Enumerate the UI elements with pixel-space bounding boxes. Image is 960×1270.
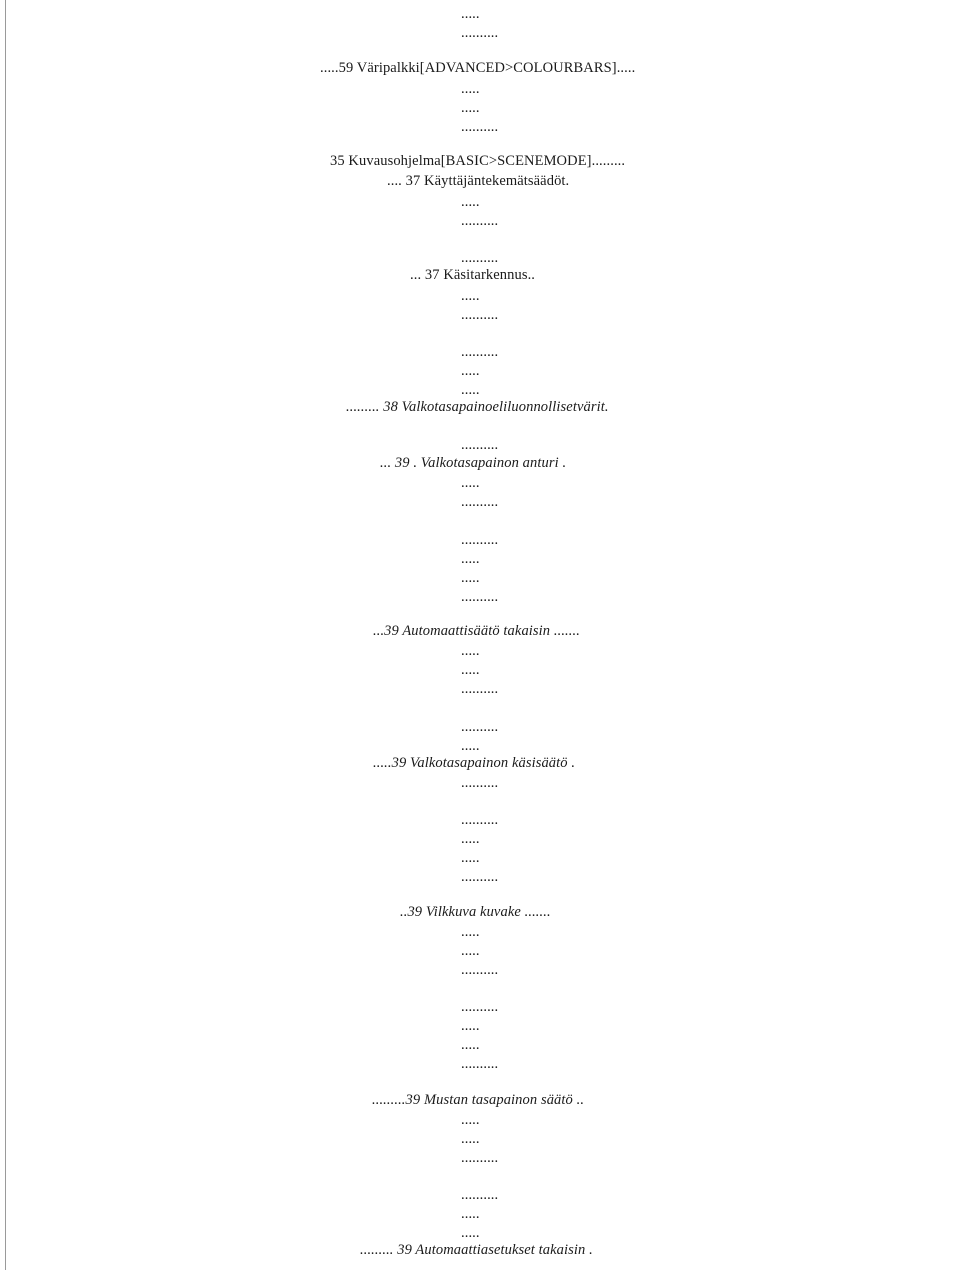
dot-leader: .......... <box>461 681 499 697</box>
dot-leader: ..... <box>461 363 480 379</box>
dot-leader: .......... <box>461 999 499 1015</box>
dot-leader: ..... <box>461 1018 480 1034</box>
toc-entry-kayttajantekemat: .... 37 Käyttäjäntekemätsäädöt. <box>387 173 570 189</box>
dot-leader: ..... <box>461 81 480 97</box>
dot-leader: .......... <box>461 1056 499 1072</box>
dot-leader: .......... <box>461 437 499 453</box>
dot-leader: .......... <box>461 1187 499 1203</box>
dot-leader: .......... <box>461 589 499 605</box>
dot-leader: ..... <box>461 551 480 567</box>
dot-leader: .......... <box>461 962 499 978</box>
dot-leader: ..... <box>461 662 480 678</box>
dot-leader: .......... <box>461 812 499 828</box>
dot-leader: .......... <box>461 719 499 735</box>
dot-leader: ..... <box>461 850 480 866</box>
page-left-border <box>5 0 6 1270</box>
dot-leader: ..... <box>461 194 480 210</box>
dot-leader: .......... <box>461 250 499 266</box>
dot-leader: ..... <box>461 288 480 304</box>
dot-leader: ..... <box>461 475 480 491</box>
dot-leader: ..... <box>461 1225 480 1241</box>
toc-entry-valkotasapainon-kasisaato: .....39 Valkotasapainon käsisäätö . <box>373 755 576 771</box>
dot-leader: ..... <box>461 1112 480 1128</box>
dot-leader: .......... <box>461 307 499 323</box>
toc-entry-kuvausohjelma: 35 Kuvausohjelma[BASIC>SCENEMODE]......... <box>330 153 626 169</box>
dot-leader: .......... <box>461 869 499 885</box>
toc-entry-vaeripalkki: .....59 Väripalkki[ADVANCED>COLOURBARS]..... <box>320 60 636 76</box>
toc-entry-mustan-tasapainon: .........39 Mustan tasapainon säätö .. <box>372 1092 585 1108</box>
dot-leader: ..... <box>461 1131 480 1147</box>
dot-leader: ..... <box>461 1206 480 1222</box>
dot-leader: ..... <box>461 943 480 959</box>
dot-leader: ..... <box>461 1037 480 1053</box>
toc-entry-valkotasapaino-luonnolliset: ......... 38 Valkotasapainoeliluonnollisetvärit. <box>346 399 609 415</box>
dot-leader: .......... <box>461 119 499 135</box>
toc-entry-vilkkuva-kuvake: ..39 Vilkkuva kuvake ....... <box>400 904 551 920</box>
dot-leader: ..... <box>461 831 480 847</box>
dot-leader: .......... <box>461 25 499 41</box>
dot-leader: .......... <box>461 775 499 791</box>
dot-leader: ..... <box>461 924 480 940</box>
dot-leader: .......... <box>461 1150 499 1166</box>
dot-leader: .......... <box>461 532 499 548</box>
toc-entry-automaattisaato: ...39 Automaattisäätö takaisin ....... <box>373 623 580 639</box>
toc-entry-automaattiasetukset: ......... 39 Automaattiasetukset takaisin . <box>360 1242 593 1258</box>
toc-entry-kasitarkennus: ... 37 Käsitarkennus.. <box>410 267 536 283</box>
dot-leader: ..... <box>461 6 480 22</box>
dot-leader: ..... <box>461 643 480 659</box>
toc-entry-valkotasapainon-anturi: ... 39 . Valkotasapainon anturi . <box>380 455 567 471</box>
dot-leader: ..... <box>461 382 480 398</box>
dot-leader: ..... <box>461 100 480 116</box>
dot-leader: .......... <box>461 494 499 510</box>
dot-leader: ..... <box>461 738 480 754</box>
dot-leader: .......... <box>461 344 499 360</box>
dot-leader: .......... <box>461 213 499 229</box>
dot-leader: ..... <box>461 570 480 586</box>
